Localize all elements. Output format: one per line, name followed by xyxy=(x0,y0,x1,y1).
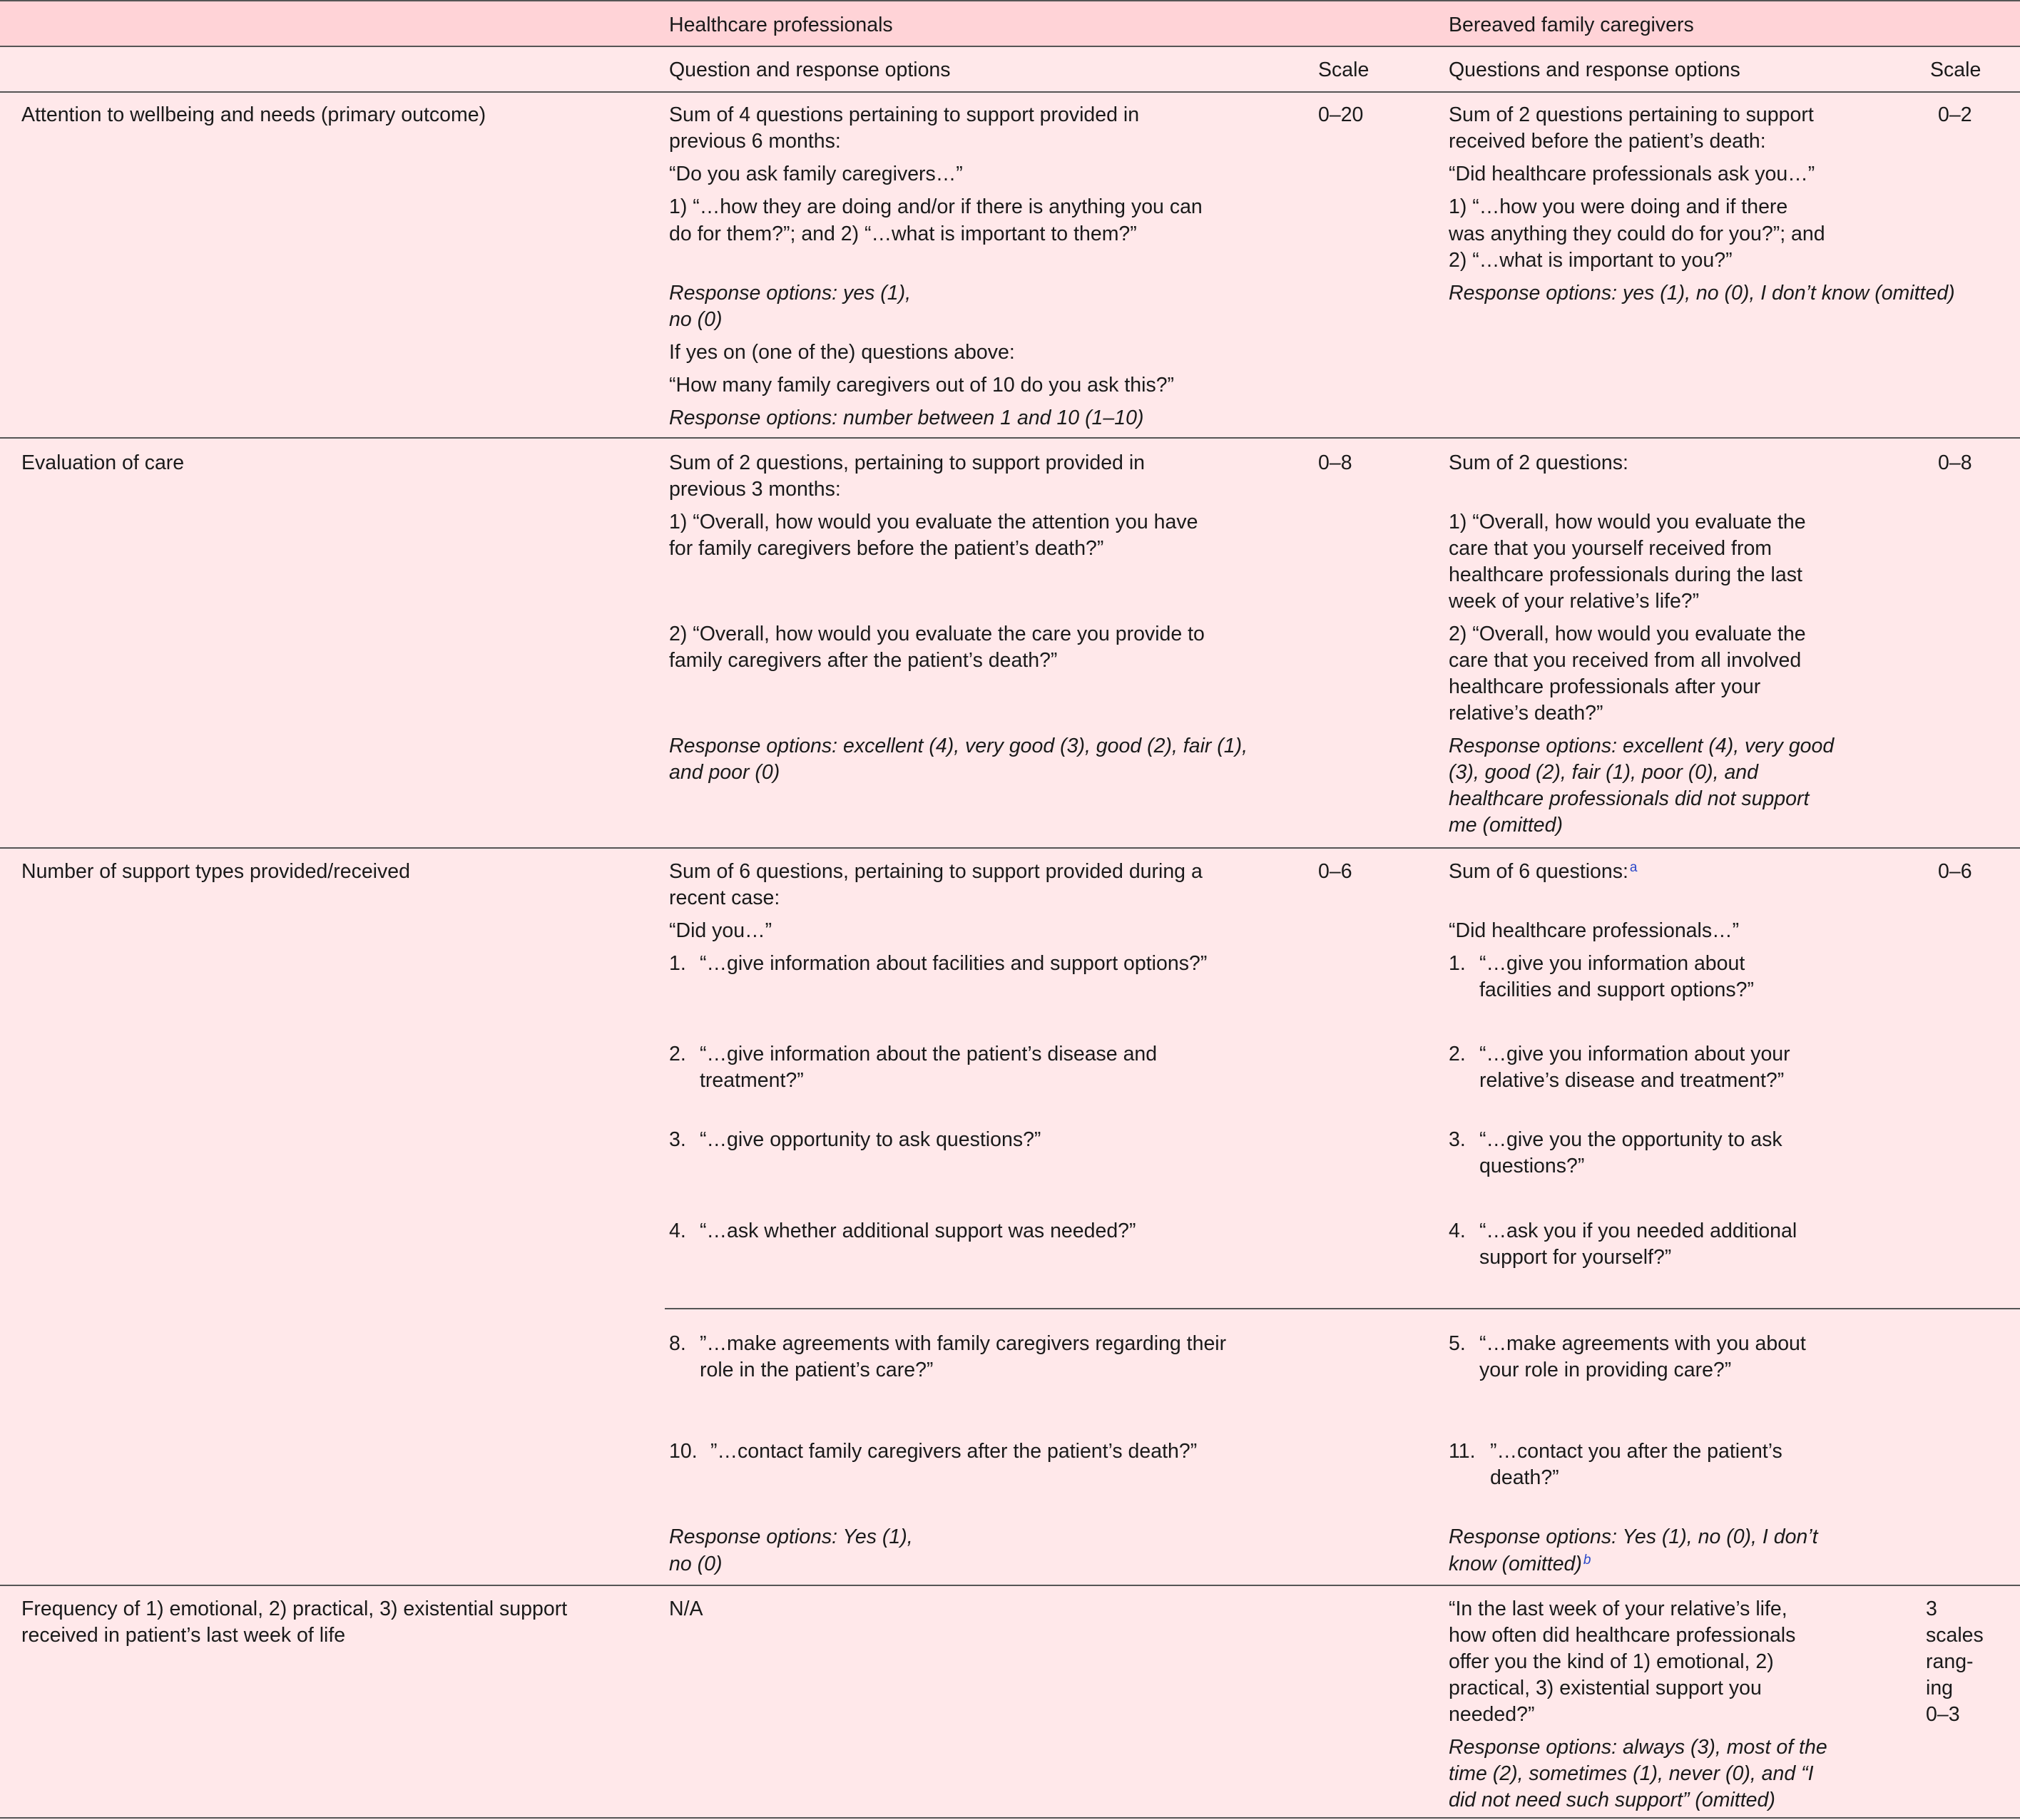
row1-bfc-scale: 0–2 xyxy=(1938,103,1972,126)
row3-hcp-line: Sum of 6 questions, pertaining to support provided during a xyxy=(669,860,1203,883)
row2-bfc-line: care that you received from all involved xyxy=(1449,649,1802,672)
row2-bfc-line: healthcare professionals during the last xyxy=(1449,563,1802,586)
row3-hcp-item-line: treatment?” xyxy=(700,1069,804,1092)
row1-bfc-line: Response options: yes (1), no (0), I don’t know (omitted) xyxy=(1449,282,1955,305)
row2-hcp-line: Sum of 2 questions, pertaining to support provided in xyxy=(669,451,1145,474)
row3-bfc-item-line: death?” xyxy=(1490,1466,1559,1489)
row2-bfc-line: healthcare professionals after your xyxy=(1449,675,1761,698)
row4-bfc-line: Response options: always (3), most of the xyxy=(1449,1736,1827,1759)
row3-bfc-scale: 0–6 xyxy=(1938,860,1972,883)
row3-label: Number of support types provided/received xyxy=(21,860,410,883)
row3-bfc-item-line: “…give you the opportunity to ask xyxy=(1479,1128,1782,1151)
row3-hcp-scale: 0–6 xyxy=(1318,860,1352,883)
row3-bfc-item-num: 3. xyxy=(1449,1128,1466,1151)
row1-bfc-line: was anything they could do for you?”; and xyxy=(1449,223,1825,245)
row3-hcp-resp: no (0) xyxy=(669,1553,723,1575)
row3-bfc-item-num: 5. xyxy=(1449,1332,1466,1355)
row1-hcp-line: “Do you ask family caregivers…” xyxy=(669,163,963,185)
row1-bfc-line: 2) “…what is important to you?” xyxy=(1449,249,1733,272)
row4-label: Frequency of 1) emotional, 2) practical, 3) existential support xyxy=(21,1597,568,1620)
row1-bfc-line: Sum of 2 questions pertaining to support xyxy=(1449,103,1814,126)
row1-hcp-scale: 0–20 xyxy=(1318,103,1364,126)
row3-hcp-item-line: “…give information about the patient’s disease and xyxy=(700,1043,1158,1065)
row3-bfc-item-num: 11. xyxy=(1449,1440,1476,1463)
row2-hcp-line: previous 3 months: xyxy=(669,478,841,501)
row3-hcp-item-num: 10. xyxy=(669,1440,698,1463)
header-bfc-question: Questions and response options xyxy=(1449,58,1740,81)
row1-bfc-line: received before the patient’s death: xyxy=(1449,130,1766,153)
row2-bfc-scale: 0–8 xyxy=(1938,451,1972,474)
rule-row3 xyxy=(0,1585,2020,1586)
row4-bfc-line: needed?” xyxy=(1449,1703,1535,1726)
row3-hcp-item-line: ”…contact family caregivers after the patient’s death?” xyxy=(710,1440,1198,1463)
row1-label: Attention to wellbeing and needs (primary outcome) xyxy=(21,103,486,126)
row3-bfc-item-line: “…ask you if you needed additional xyxy=(1479,1220,1797,1242)
row3-hcp-line: recent case: xyxy=(669,886,780,909)
row1-hcp-line: Response options: yes (1), xyxy=(669,282,912,305)
row3-hcp-item-line: “…give information about facilities and support options?” xyxy=(700,952,1208,975)
row3-bfc-sum: Sum of 6 questions: xyxy=(1449,860,1628,883)
row3-bfc-resp xyxy=(1449,1551,1591,1578)
rule-bottom xyxy=(0,1817,2020,1819)
row1-hcp-line: do for them?”; and 2) “…what is important to them?” xyxy=(669,223,1137,245)
row3-bfc-item-line: questions?” xyxy=(1479,1155,1585,1177)
header-bfc-scale: Scale xyxy=(1930,58,1981,81)
row2-bfc-line: (3), good (2), fair (1), poor (0), and xyxy=(1449,761,1759,784)
row4-bfc-scale-line: 0–3 xyxy=(1926,1703,1960,1726)
row2-hcp-line: 1) “Overall, how would you evaluate the attention you have xyxy=(669,511,1198,533)
row1-hcp-line: no (0) xyxy=(669,308,723,331)
row2-hcp-line: family caregivers after the patient’s death?” xyxy=(669,649,1058,672)
row3-hcp-line: “Did you…” xyxy=(669,919,772,942)
row3-hcp-item-num: 4. xyxy=(669,1220,686,1242)
row3-hcp-item-line: role in the patient’s care?” xyxy=(700,1359,934,1381)
row4-bfc-scale-line: rang- xyxy=(1926,1650,1974,1673)
row4-bfc-line: “In the last week of your relative’s life, xyxy=(1449,1597,1787,1620)
row3-hcp-resp: Response options: Yes (1), xyxy=(669,1525,913,1548)
row2-label: Evaluation of care xyxy=(21,451,185,474)
row3-bfc-item-line: ”…contact you after the patient’s xyxy=(1490,1440,1782,1463)
rule-header xyxy=(0,91,2020,93)
row2-bfc-line: relative’s death?” xyxy=(1449,702,1603,725)
row3-bfc-item-num: 1. xyxy=(1449,952,1466,975)
row1-bfc-line: “Did healthcare professionals ask you…” xyxy=(1449,163,1815,185)
row1-hcp-line: previous 6 months: xyxy=(669,130,841,153)
row3-bfc-item-num: 2. xyxy=(1449,1043,1466,1065)
row2-hcp-line: Response options: excellent (4), very good (3), good (2), fair (1), xyxy=(669,735,1248,757)
header-row-groups xyxy=(0,0,2020,47)
row4-bfc-line: offer you the kind of 1) emotional, 2) xyxy=(1449,1650,1774,1673)
rule-row3-split xyxy=(665,1308,2020,1309)
row1-hcp-line: “How many family caregivers out of 10 do you ask this?” xyxy=(669,374,1175,397)
header-hcp-scale: Scale xyxy=(1318,58,1369,81)
row2-bfc-line: me (omitted) xyxy=(1449,814,1563,837)
row3-bfc-resp: Response options: Yes (1), no (0), I don’t xyxy=(1449,1525,1818,1548)
row4-bfc-line: time (2), sometimes (1), never (0), and “I xyxy=(1449,1762,1814,1785)
row2-bfc-line: week of your relative’s life?” xyxy=(1449,590,1700,613)
row3-bfc-resp-text: know (omitted) xyxy=(1449,1553,1582,1575)
row4-bfc-scale-line: ing xyxy=(1926,1677,1954,1699)
row4-bfc-line: practical, 3) existential support you xyxy=(1449,1677,1762,1699)
footnote-a: a xyxy=(1629,860,1638,875)
row4-bfc-scale-line: 3 xyxy=(1926,1597,1937,1620)
row1-hcp-line: Response options: number between 1 and 10 (1–10) xyxy=(669,407,1144,429)
row2-bfc-line: care that you yourself received from xyxy=(1449,537,1772,560)
row2-bfc-line: healthcare professionals did not support xyxy=(1449,787,1810,810)
row4-bfc-line: did not need such support” (omitted) xyxy=(1449,1789,1775,1811)
row3-bfc-item-line: “…give you information about xyxy=(1479,952,1745,975)
header-bfc: Bereaved family caregivers xyxy=(1449,14,1694,36)
rule-row2 xyxy=(0,847,2020,849)
row3-bfc-line: “Did healthcare professionals…” xyxy=(1449,919,1740,942)
row2-hcp-scale: 0–8 xyxy=(1318,451,1352,474)
header-hcp-question: Question and response options xyxy=(669,58,951,81)
row2-bfc-line: 2) “Overall, how would you evaluate the xyxy=(1449,623,1806,645)
row3-bfc-line xyxy=(1449,859,1637,886)
row4-bfc-scale-line: scales xyxy=(1926,1624,1984,1647)
row3-hcp-item-num: 3. xyxy=(669,1128,686,1151)
row3-hcp-item-num: 8. xyxy=(669,1332,686,1355)
rule-row1 xyxy=(0,437,2020,439)
row3-hcp-item-num: 2. xyxy=(669,1043,686,1065)
row3-bfc-item-line: relative’s disease and treatment?” xyxy=(1479,1069,1785,1092)
row2-hcp-line: 2) “Overall, how would you evaluate the care you provide to xyxy=(669,623,1205,645)
row1-hcp-line: If yes on (one of the) questions above: xyxy=(669,341,1015,364)
row1-hcp-line: 1) “…how they are doing and/or if there is anything you can xyxy=(669,195,1203,218)
row2-bfc-line: Response options: excellent (4), very good xyxy=(1449,735,1835,757)
row1-hcp-line: Sum of 4 questions pertaining to support provided in xyxy=(669,103,1140,126)
row4-bfc-line: how often did healthcare professionals xyxy=(1449,1624,1796,1647)
row2-hcp-line: and poor (0) xyxy=(669,761,780,784)
row4-hcp: N/A xyxy=(669,1597,703,1620)
footnote-b: b xyxy=(1583,1553,1591,1568)
row3-bfc-item-line: facilities and support options?” xyxy=(1479,978,1754,1001)
row3-hcp-item-line: “…give opportunity to ask questions?” xyxy=(700,1128,1041,1151)
row3-bfc-item-line: support for yourself?” xyxy=(1479,1246,1672,1269)
row3-bfc-item-line: “…make agreements with you about xyxy=(1479,1332,1806,1355)
row3-bfc-item-num: 4. xyxy=(1449,1220,1466,1242)
row3-hcp-item-num: 1. xyxy=(669,952,686,975)
row2-hcp-line: for family caregivers before the patient’s death?” xyxy=(669,537,1104,560)
row3-hcp-item-line: ”…make agreements with family caregivers regarding their xyxy=(700,1332,1227,1355)
row1-bfc-line: 1) “…how you were doing and if there xyxy=(1449,195,1788,218)
row2-bfc-line: 1) “Overall, how would you evaluate the xyxy=(1449,511,1806,533)
row3-bfc-item-line: “…give you information about your xyxy=(1479,1043,1790,1065)
row3-hcp-item-line: “…ask whether additional support was needed?” xyxy=(700,1220,1136,1242)
row4-label: received in patient’s last week of life xyxy=(21,1624,346,1647)
row2-bfc-line: Sum of 2 questions: xyxy=(1449,451,1628,474)
header-hcp: Healthcare professionals xyxy=(669,14,893,36)
row3-bfc-item-line: your role in providing care?” xyxy=(1479,1359,1732,1381)
